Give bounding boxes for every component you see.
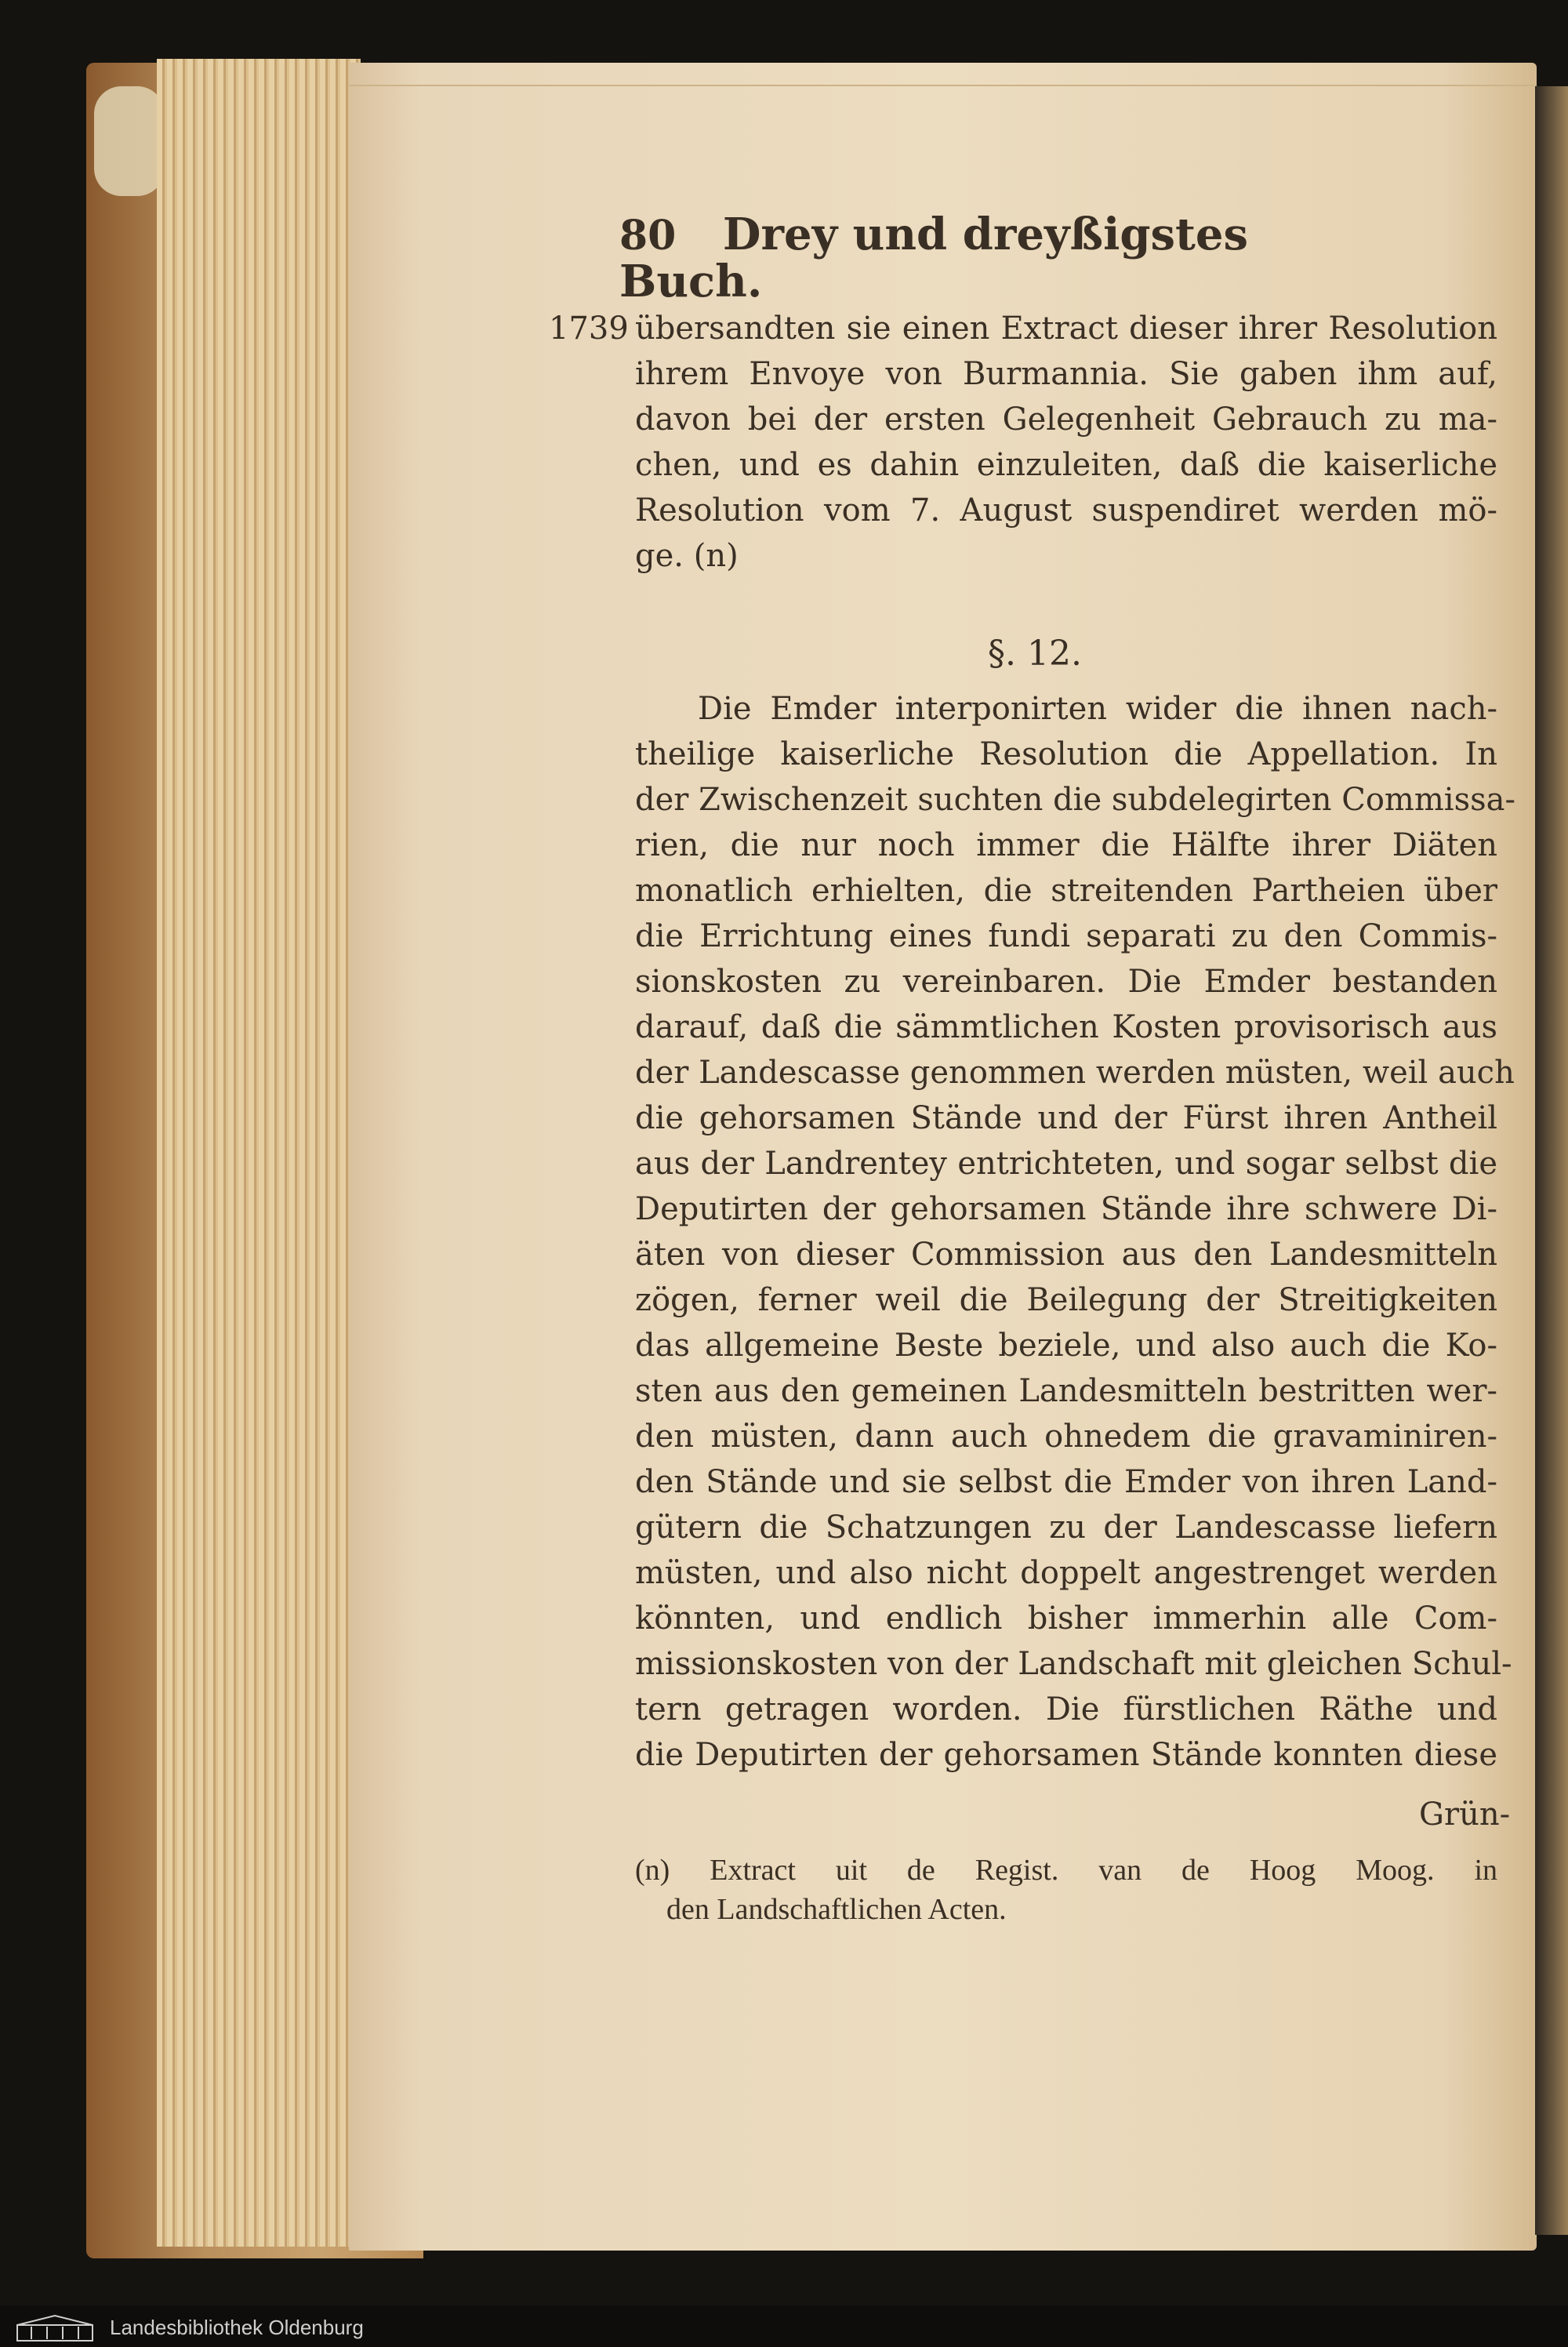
catchword: Grün- [1419,1797,1511,1833]
text-line: der Landescasse genommen werden müsten, weil auch [635,1055,1515,1091]
text-line: die Errichtung eines fundi separati zu den Commis- [635,918,1497,954]
text-line: äten von dieser Commission aus den Landesmitteln [635,1237,1497,1273]
text-line: davon bei der ersten Gelegenheit Gebrauch zu ma- [635,401,1497,438]
text-line: den Stände und sie selbst die Emder von ihren Land- [635,1464,1497,1500]
text-line: rien, die nur noch immer die Hälfte ihrer Diäten [635,827,1497,863]
text-line: Resolution vom 7. August suspendiret werden mö- [635,492,1497,529]
text-line: der Zwischenzeit suchten die subdelegirten Commissa- [635,782,1515,818]
text-line: monatlich erhielten, die streitenden Partheien über [635,873,1497,909]
text-line: aus der Landrentey entrichteten, und sogar selbst die [635,1146,1497,1182]
page-edges [157,59,361,2247]
page-top-rule [349,85,1537,86]
text-line: gütern die Schatzungen zu der Landescasse liefern [635,1510,1497,1546]
library-building-icon [16,2314,94,2342]
text-line: müsten, und also nicht doppelt angestrenget werden [635,1555,1497,1591]
running-title: Drey und dreyßigstes Buch. [619,209,1249,307]
text-line: chen, und es dahin einzuleiten, daß die kaiserliche [635,447,1497,483]
text-line: Deputirten der gehorsamen Stände ihre schwere Di- [635,1191,1497,1227]
running-header [619,209,1403,307]
section-title: §. 12. [988,634,1082,674]
text-line: die Deputirten der gehorsamen Stände konnten diese [635,1737,1497,1773]
text-line: sten aus den gemeinen Landesmitteln bestritten wer- [635,1373,1497,1409]
text-line: den müsten, dann auch ohnedem die gravaminiren- [635,1419,1497,1455]
text-line: übersandten sie einen Extract dieser ihrer Resolution [635,311,1497,347]
footnote-line: (n) Extract uit de Regist. van de Hoog Moog. in [635,1854,1497,1887]
text-line: tern getragen worden. Die fürstlichen Räthe und [635,1691,1497,1728]
paragraph-2 [635,686,1515,1778]
text-line: zögen, ferner weil die Beilegung der Streitigkeiten [635,1282,1497,1318]
page-text [376,209,1515,2211]
text-line: sionskosten zu vereinbaren. Die Emder bestanden [635,964,1497,1000]
footnote [635,1851,1497,1929]
text-line: Die Emder interponirten wider die ihnen nach- [698,691,1497,727]
text-line: das allgemeine Beste beziele, und also auch die Ko- [635,1328,1497,1364]
text-line: die gehorsamen Stände und der Fürst ihren Antheil [635,1100,1497,1136]
margin-year: 1739 [549,311,629,347]
text-line: missionskosten von der Landschaft mit gleichen Schul- [635,1646,1512,1682]
text-line: darauf, daß die sämmtlichen Kosten provisorisch aus [635,1009,1497,1045]
text-line: ihrem Envoye von Burmannia. Sie gaben ihm auf, [635,356,1497,392]
paragraph-1 [635,306,1497,579]
library-name: Landesbibliothek Oldenburg [110,2316,364,2339]
text-line: könnten, und endlich bisher immerhin alle Com- [635,1600,1497,1637]
text-line: ge. (n) [635,538,739,574]
facing-page-edge [1535,86,1568,2235]
cover-wear-spot [94,86,165,196]
footnote-line: den Landschaftlichen Acten. [666,1893,1007,1926]
page-number: 80 [619,212,677,260]
text-line: theilige kaiserliche Resolution die Appellation. In [635,736,1497,772]
